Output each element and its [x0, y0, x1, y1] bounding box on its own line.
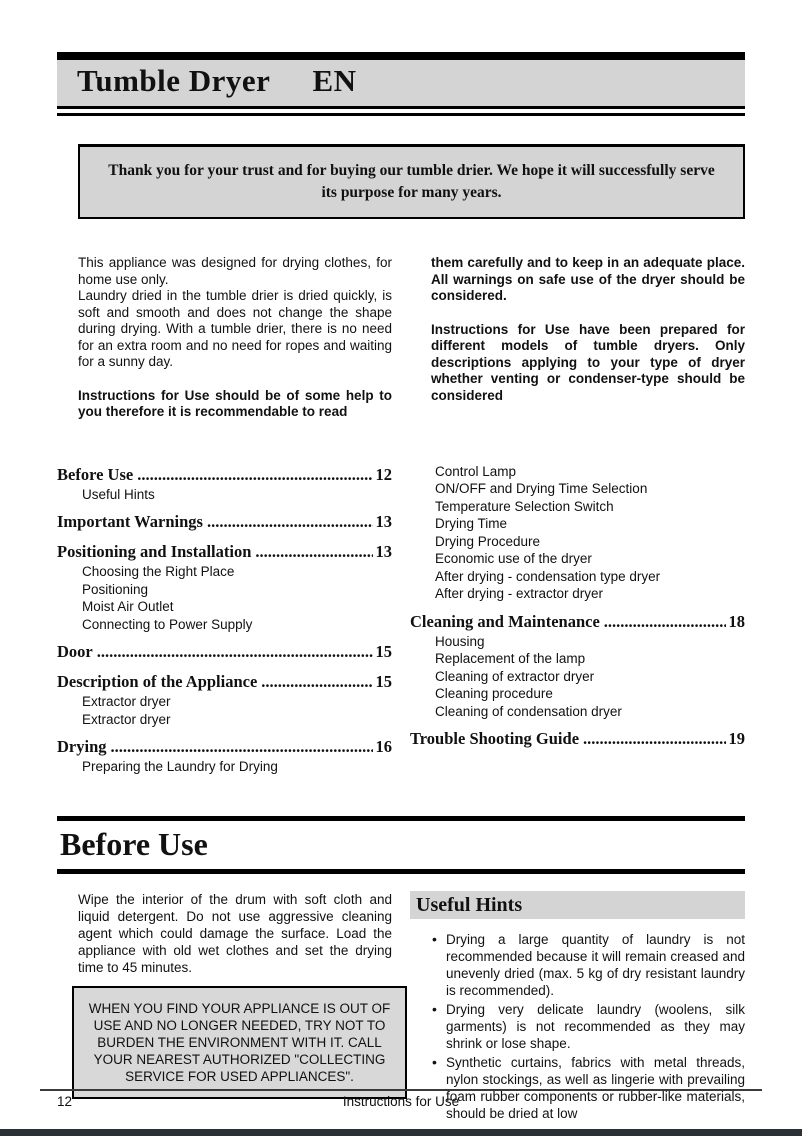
toc-entry-title: Door	[57, 642, 93, 661]
toc-entry-row	[410, 610, 745, 633]
toc-page-number: 12	[375, 464, 392, 484]
toc-entry-title: Description of the Appliance	[57, 672, 258, 691]
toc-subentry: Preparing the Laundry for Drying	[82, 759, 278, 774]
footer-page-number: 12	[57, 1094, 73, 1109]
toc-subentries	[57, 563, 392, 633]
toc-entry-row	[57, 463, 392, 486]
toc-dot-leader	[111, 735, 373, 758]
toc-subentries	[410, 463, 745, 603]
intro-section	[57, 255, 745, 421]
toc-subentry: Positioning	[82, 581, 149, 597]
toc-subentry: Useful Hints	[82, 486, 155, 502]
toc-page-number: 15	[375, 672, 392, 691]
toc-entry-row	[57, 640, 392, 663]
toc-entry	[57, 540, 392, 633]
toc-dot-leader	[137, 463, 372, 486]
toc-entry-title: Drying	[57, 737, 107, 756]
toc-entry-title: Trouble Shooting Guide	[410, 729, 580, 748]
toc-entry-title: Cleaning and Maintenance	[410, 611, 600, 631]
toc-entry-row	[410, 727, 745, 750]
toc-subentry: Choosing the Right Place	[82, 564, 235, 579]
intro-left-column	[57, 255, 392, 421]
toc-subentry: Extractor dryer	[82, 694, 171, 709]
toc-page-number: 18	[728, 611, 745, 631]
footer	[40, 1093, 762, 1111]
toc-entry	[410, 463, 745, 603]
footer-text: Instructions for Use	[342, 1094, 460, 1109]
thank-you-box: Thank you for your trust and for buying our tumble drier. We hope it will successfully serve its purpose for many years.	[78, 144, 745, 219]
intro-paragraph: This appliance was designed for drying clothes, for home use only.	[78, 255, 392, 287]
toc-subentry: ON/OFF and Drying Time Selection	[435, 481, 648, 496]
intro-paragraph-bold: Instructions for Use have been prepared for different models of tumble dryers. Only descriptions applying to your type of dryer whether venting or condenser-type should be considered	[431, 321, 745, 403]
toc-entry-title: Before Use	[57, 464, 134, 484]
toc-subentry: Drying Procedure	[435, 533, 541, 549]
toc-subentry: After drying - extractor dryer	[435, 586, 604, 601]
section-paragraph: Wipe the interior of the drum with soft cloth and liquid detergent. Do not use aggressive cleaning agent which could damage the surface. Load the appliance with old wet clothes and set the drying time to 45 minutes.	[78, 891, 392, 975]
toc-subentries	[57, 758, 392, 776]
toc-entry-row	[57, 670, 392, 693]
footer-rule	[40, 1089, 762, 1091]
section-header	[57, 816, 745, 874]
masthead-title-band	[57, 60, 745, 109]
section-title: Before Use	[60, 825, 208, 862]
toc-subentry: Connecting to Power Supply	[82, 616, 253, 632]
intro-paragraph-bold: Instructions for Use should be of some help to you therefore it is recommendable to read	[78, 387, 392, 419]
table-of-contents	[57, 463, 745, 783]
hint-bullet-item: • Drying a large quantity of laundry is not recommended because it will remain creased and unevenly dried (max. 5 kg of dry resistant laundry is recommended).	[432, 931, 745, 999]
toc-entry-title: Positioning and Installation	[57, 542, 252, 561]
toc-subentry: After drying - condensation type dryer	[435, 568, 661, 584]
toc-subentry: Housing	[435, 633, 485, 649]
toc-dot-leader	[604, 610, 726, 633]
toc-subentry: Drying Time	[435, 516, 508, 531]
toc-right-column	[410, 463, 745, 783]
toc-subentry: Moist Air Outlet	[82, 599, 174, 614]
toc-page-number: 13	[375, 512, 392, 531]
toc-subentry: Cleaning of condensation dryer	[435, 703, 622, 719]
page-title	[77, 61, 745, 101]
toc-entry	[410, 727, 745, 750]
toc-dot-leader	[97, 640, 373, 663]
toc-entry-title: Important Warnings	[57, 512, 203, 531]
toc-subentry: Control Lamp	[435, 463, 517, 479]
intro-paragraph: Laundry dried in the tumble drier is dried quickly, is soft and smooth and does not change the shape during drying. With a tumble drier, there is no need for an extra room and no need for ropes and waiting for a sunny day.	[78, 288, 392, 369]
toc-entry-row	[57, 735, 392, 758]
toc-left-column	[57, 463, 392, 783]
useful-hints-heading: Useful Hints	[410, 891, 745, 919]
toc-entry-row	[57, 510, 392, 533]
toc-entry	[57, 670, 392, 728]
toc-entry	[57, 510, 392, 533]
environment-warning-box: WHEN YOU FIND YOUR APPLIANCE IS OUT OF USE AND NO LONGER NEEDED, TRY NOT TO BURDEN THE ENVIRONMENT WITH IT. CALL YOUR NEAREST AUTHORIZED "COLLECTING SERVICE FOR USED APPLIANCES".	[72, 986, 407, 1099]
toc-dot-leader	[207, 510, 373, 533]
hint-bullet-item: • Drying very delicate laundry (woolens, silk garments) is not recommended as they may shrink or lose shape.	[432, 1001, 745, 1052]
toc-entry	[57, 640, 392, 663]
toc-page-number: 13	[375, 542, 392, 561]
section-bottom-bar	[57, 869, 745, 874]
page-bottom-edge	[0, 1129, 802, 1136]
toc-subentries	[410, 633, 745, 721]
toc-subentry: Replacement of the lamp	[435, 651, 586, 666]
toc-dot-leader	[583, 727, 725, 750]
toc-subentries	[57, 693, 392, 728]
toc-subentry: Cleaning procedure	[435, 686, 553, 701]
toc-dot-leader	[255, 540, 372, 563]
toc-entry-row	[57, 540, 392, 563]
toc-subentry: Temperature Selection Switch	[435, 498, 614, 514]
intro-paragraph-bold: them carefully and to keep in an adequate place. All warnings on safe use of the dryer should be considered.	[431, 255, 745, 303]
toc-entry	[57, 463, 392, 504]
toc-page-number: 15	[375, 642, 392, 661]
masthead	[57, 0, 745, 116]
toc-page-number: 19	[728, 729, 745, 748]
masthead-top-bar	[57, 52, 745, 60]
toc-subentry: Extractor dryer	[82, 711, 171, 727]
toc-entry	[57, 735, 392, 776]
toc-subentry: Economic use of the dryer	[435, 551, 592, 566]
page-title-text: Tumble Dryer	[77, 63, 271, 98]
toc-page-number: 16	[375, 737, 392, 756]
hint-bullet-item: • Synthetic curtains, fabrics with metal threads, nylon stockings, as well as lingerie with prevailing foam rubber components or rubber-like materials, should be dried at low	[432, 1054, 745, 1122]
language-code: EN	[312, 63, 357, 98]
masthead-underline	[57, 113, 745, 116]
toc-subentries	[57, 486, 392, 504]
toc-subentry: Cleaning of extractor dryer	[435, 668, 595, 684]
intro-right-column	[410, 255, 745, 421]
toc-dot-leader	[261, 670, 372, 693]
toc-entry	[410, 610, 745, 721]
